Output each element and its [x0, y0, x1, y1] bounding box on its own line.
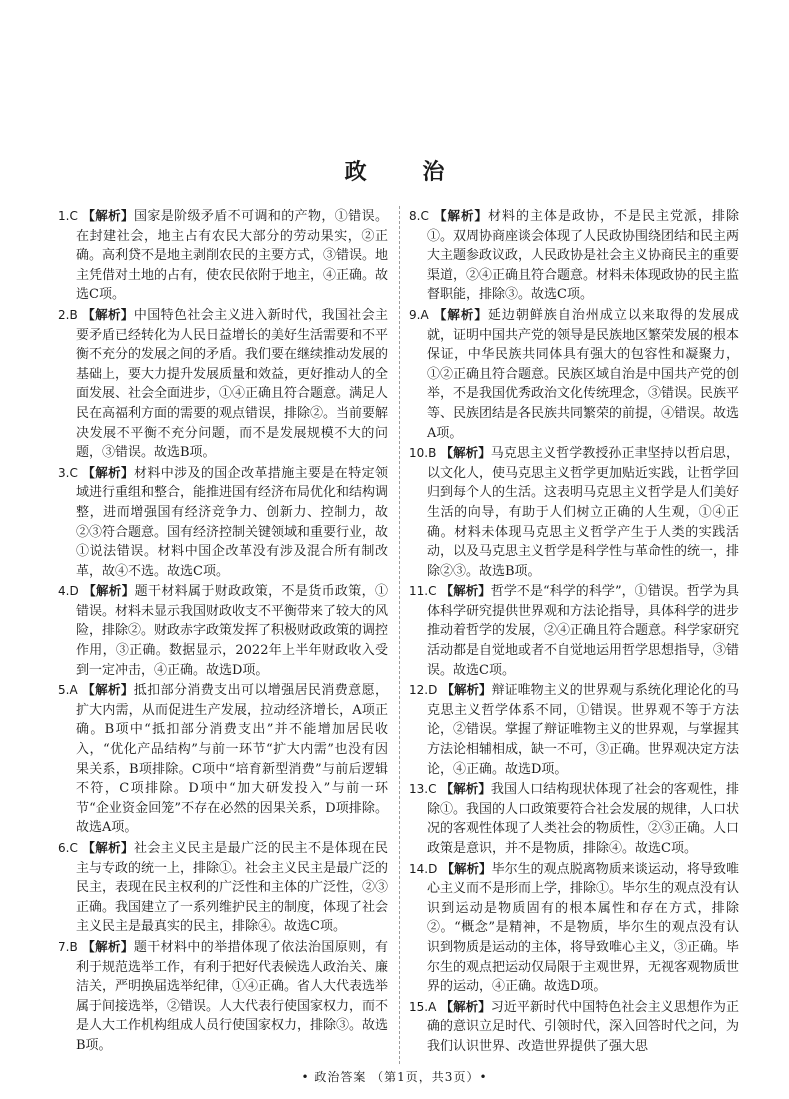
- column-divider: [399, 206, 400, 1064]
- answer-number: 9.A: [409, 307, 429, 322]
- analysis-tag: 【解析】: [440, 583, 491, 599]
- page-footer: • 政治答案 （第1页，共3页）•: [301, 1070, 488, 1084]
- analysis-tag: 【解析】: [433, 306, 488, 322]
- answer-number: 15.A: [409, 999, 437, 1014]
- answer-item: [409, 443, 739, 581]
- answer-item: [58, 937, 388, 1056]
- answer-text: 中国特色社会主义进入新时代，我国社会主要矛盾已经转化为人民日益增长的美好生活需要和不平衡不充分的发展之间的矛盾。我们要在继续推动发展的基础上，要大力提升发展质量和效益，更好推动人的全面发展、社会全面进步，①④正确且符合题意。满足人民在高福利方面的需要的观点错误，排除②。当前要解决发展不平衡不充分问题，而不是发展规模不大的问题，③错误。故选B项。: [76, 307, 389, 461]
- answer-text: 我国人口结构现状体现了社会的客观性，排除①。我国的人口政策要符合社会发展的规律，人口状况的客观性体现了人类社会的物质性，②③正确。人口政策是意识，并不是物质，排除④。故选C项。: [427, 782, 740, 856]
- answer-item: [58, 680, 388, 838]
- answer-text: 国家是阶级矛盾不可调和的产物，①错误。在封建社会，地主占有农民大部分的劳动果实，②正确。高利贷不是地主剥削农民的主要方式，③错误。地主凭借对土地的占有，使农民依附于地主，④正确。故选C项。: [76, 209, 389, 303]
- answer-item: [58, 838, 388, 937]
- answer-item: [409, 305, 739, 443]
- answer-item: [58, 206, 388, 305]
- analysis-tag: 【解析】: [82, 938, 134, 954]
- answer-number: 5.A: [58, 683, 78, 698]
- answer-number: 1.C: [58, 209, 78, 223]
- answer-text: 题干材料中的举措体现了依法治国原则，有利于规范选举工作，有利于把好代表候选人政治关、廉洁关，严明换届选举纪律，①④正确。省人大代表选举属于间接选举，②错误。人大代表行使国家权力，而不是人大工作机构组成人员行使国家权力，排除③。故选B项。: [76, 939, 389, 1053]
- analysis-tag: 【解析】: [441, 860, 492, 876]
- answer-item: [409, 859, 739, 997]
- page-title: 政 治: [344, 160, 469, 185]
- answer-number: 7.B: [58, 939, 78, 954]
- answer-text: 材料中涉及的国企改革措施主要是在特定领域进行重组和整合，能推进国有经济布局优化和结构调整，进而增强国有经济竞争力、创新力、控制力，故②③符合题意。国有经济控制关键领域和重要行业，故①说法错误。材料中国企改革没有涉及混合所有制改革，故④不选。故选C项。: [76, 465, 389, 579]
- answer-item: [58, 463, 388, 582]
- answer-item: [58, 305, 388, 463]
- answer-item: [58, 581, 388, 680]
- answer-number: 14.D: [409, 861, 438, 876]
- answer-text: 哲学不是“科学的科学”，①错误。哲学为具体科学研究提供世界观和方法论指导，具体科学的进步推动着哲学的发展，②④正确且符合题意。科学家研究活动都是自觉地或者不自觉地运用哲学思想指导，③错误。故选C项。: [427, 584, 740, 678]
- answer-number: 13.C: [409, 782, 437, 797]
- answer-text: 题干材料属于财政政策，不是货币政策，①错误。材料未显示我国财政收支不平衡带来了较大的风险，排除②。财政赤字政策发挥了积极财政政策的调控作用，③正确。数据显示，2022年上半年财政收入受到一定冲击，④正确。故选D项。: [76, 584, 389, 678]
- answer-text: 习近平新时代中国特色社会主义思想作为正确的意识立足时代、引领时代，深入回答时代之问，为我们认识世界、改造世界提供了强大思: [427, 999, 740, 1054]
- answer-number: 12.D: [409, 683, 438, 698]
- answer-number: 8.C: [409, 209, 429, 223]
- analysis-tag: 【解析】: [82, 464, 134, 480]
- analysis-tag: 【解析】: [82, 306, 134, 322]
- answer-text: 延边朝鲜族自治州成立以来取得的发展成就，证明中国共产党的领导是民族地区繁荣发展的根本保证，中华民族共同体具有强大的包容性和凝聚力，①②正确且符合题意。民族区域自治是中国共产党的创举，不是我国优秀政治文化传统理念，③错误。民族平等、民族团结是各民族共同繁荣的前提，④错误。故选A项。: [427, 307, 740, 441]
- analysis-tag: 【解析】: [82, 682, 134, 698]
- right-column: [409, 206, 739, 1057]
- answer-text: 社会主义民主是最广泛的民主不是体现在民主与专政的统一上，排除①。社会主义民主是最广泛的民主，表现在民主权利的广泛性和主体的广泛性，②③正确。我国建立了一系列维护民主的制度，体现了社会主义民主是最真实的民主，排除④。故选C项。: [76, 841, 389, 935]
- answer-item: [409, 206, 739, 305]
- analysis-tag: 【解析】: [440, 998, 491, 1014]
- answer-item: [409, 779, 739, 858]
- answer-item: [409, 680, 739, 779]
- answer-text: 材料的主体是政协，不是民主党派，排除①。双周协商座谈会体现了人民政协围绕团结和民主两大主题参政议政，人民政协是社会主义协商民主的重要渠道，②④正确且符合题意。材料未体现政协的民主监督职能，排除③。故选C项。: [427, 209, 740, 303]
- analysis-tag: 【解析】: [83, 583, 135, 599]
- answer-number: 4.D: [58, 584, 79, 599]
- answer-number: 10.B: [409, 446, 437, 461]
- answer-number: 11.C: [409, 584, 437, 599]
- answer-text: 毕尔生的观点脱离物质来谈运动，将导致唯心主义而不是形而上学，排除①。毕尔生的观点没有认识到运动是物质固有的根本属性和存在方式，排除②。“概念”是精神，不是物质，毕尔生的观点没有认识到物质是运动的主体，将导致唯心主义，③正确。毕尔生的观点把运动仅局限于主观世界，无视客观物质世界的运动，④正确。故选D项。: [427, 861, 740, 995]
- analysis-tag: 【解析】: [440, 445, 491, 461]
- answer-text: 马克思主义哲学教授孙正聿坚持以哲启思，以文化人，使马克思主义哲学更加贴近实践，让哲学回归到每个人的生活。这表明马克思主义哲学是人们美好生活的向导，有助于人们树立正确的人生观，①④正确。材料未体现马克思主义哲学产生于人类的实践活动，以及马克思主义哲学是科学性与革命性的统一，排除②③。故选B项。: [427, 446, 740, 579]
- answer-number: 3.C: [58, 465, 78, 480]
- answer-number: 6.C: [58, 841, 78, 855]
- answer-text: 辩证唯物主义的世界观与系统化理论化的马克思主义哲学体系不同，①错误。世界观不等于方法论，②错误。掌握了辩证唯物主义的世界观，与掌握其方法论相辅相成，缺一不可，③正确。世界观决定方法论，④正确。故选D项。: [427, 683, 740, 777]
- analysis-tag: 【解析】: [441, 682, 492, 698]
- answer-item: [409, 581, 739, 680]
- analysis-tag: 【解析】: [433, 208, 488, 223]
- analysis-tag: 【解析】: [82, 840, 134, 855]
- answer-number: 2.B: [58, 307, 78, 322]
- left-column: [58, 206, 388, 1056]
- analysis-tag: 【解析】: [440, 781, 491, 797]
- analysis-tag: 【解析】: [82, 208, 134, 223]
- answer-item: [409, 997, 739, 1057]
- answer-text: 抵扣部分消费支出可以增强居民消费意愿，扩大内需，从而促进生产发展，拉动经济增长，A项正确。B项中“抵扣部分消费支出”并不能增加居民收入，“优化产品结构”与前一环节“扩大内需”也没有因果关系，B项排除。C项中“培育新型消费”与前后逻辑不符，C项排除。D项中“加大研发投入”与前一环节“企业资金回笼”不存在必然的因果关系，D项排除。故选A项。: [76, 683, 388, 836]
